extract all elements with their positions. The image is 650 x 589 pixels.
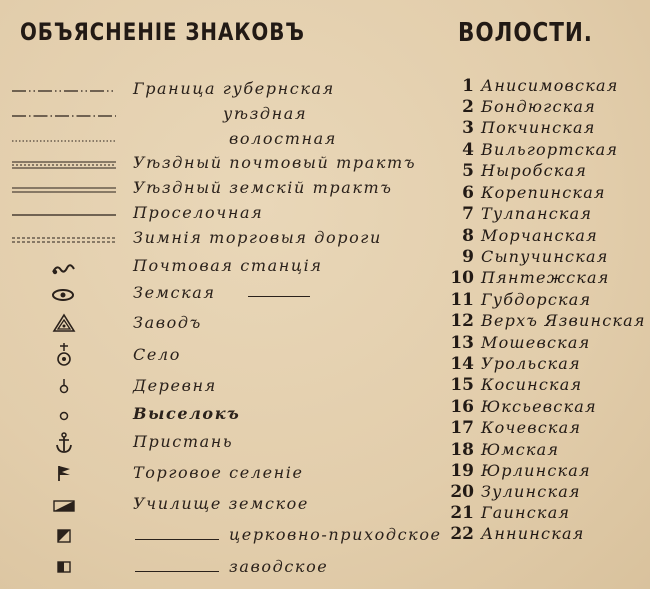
volost-name: Пянтежская	[481, 268, 610, 287]
volost-number: 6	[462, 183, 474, 203]
volost-row	[440, 354, 650, 375]
volost-row	[440, 183, 650, 204]
volost-row	[440, 461, 650, 482]
volost-name: Бондюгская	[481, 97, 596, 116]
volost-name: Корепинская	[481, 183, 606, 202]
line-dashed-double-icon	[8, 230, 120, 250]
line-single-icon	[8, 205, 120, 225]
volost-row	[440, 290, 650, 311]
legend-label-zemstvo-road: Уѣздный земскій трактъ	[133, 178, 393, 197]
volost-number: 12	[450, 311, 474, 331]
legend-label-settlement: Выселокъ	[133, 404, 241, 423]
parish-school-extension-line	[135, 539, 219, 540]
line-dash-dot-icon	[8, 106, 120, 126]
volost-number: 8	[462, 226, 474, 246]
volost-number: 20	[450, 482, 474, 502]
school-diagonal-icon	[8, 496, 120, 516]
volost-row	[440, 247, 650, 268]
volost-number: 4	[462, 140, 474, 160]
anchor-icon	[8, 433, 120, 453]
volost-number: 5	[462, 161, 474, 181]
legend-label-zemstvo-school: Училище земское	[133, 494, 309, 513]
volost-number: 1	[462, 76, 474, 96]
zemstvo-extension-line	[248, 296, 310, 297]
volost-row	[440, 76, 650, 97]
volost-name: Урольская	[481, 354, 581, 373]
legend-label-hamlet: Деревня	[133, 376, 217, 395]
line-double-icon	[8, 180, 120, 200]
volost-row	[440, 118, 650, 139]
volosti-title: ВОЛОСТИ.	[458, 18, 593, 48]
legend-label-factory-school: заводское	[229, 557, 329, 576]
volost-number: 18	[450, 440, 474, 460]
volost-row	[440, 503, 650, 524]
volost-number: 7	[462, 204, 474, 224]
volost-name: Зулинская	[481, 482, 581, 501]
volost-name: Юрлинская	[481, 461, 591, 480]
line-fine-dotted-icon	[8, 131, 120, 151]
volost-number: 10	[450, 268, 474, 288]
settlement-circle-icon	[8, 405, 120, 425]
volost-row	[440, 482, 650, 503]
volost-row	[440, 204, 650, 225]
volost-row	[440, 97, 650, 118]
volost-row	[440, 333, 650, 354]
volost-row	[440, 440, 650, 461]
legend-label-post-station: Почтовая станція	[133, 256, 323, 275]
volost-name: Покчинская	[481, 118, 596, 137]
volost-number: 9	[462, 247, 474, 267]
legend-label-gubernia-border: Граница губернская	[133, 79, 335, 98]
volost-name: Мошевская	[481, 333, 591, 352]
school-half-icon	[8, 526, 120, 546]
volost-number: 21	[450, 503, 474, 523]
legend-title: ОБЪЯСНЕНІЕ ЗНАКОВЪ	[20, 18, 305, 46]
volost-name: Верхъ Язвинская	[481, 311, 646, 330]
volost-row	[440, 140, 650, 161]
legend-label-postal-road: Уѣздный почтовый трактъ	[133, 153, 417, 172]
volost-name: Тулпанская	[481, 204, 593, 223]
volost-number: 22	[450, 524, 474, 544]
volost-name: Анисимовская	[481, 76, 619, 95]
village-church-icon	[8, 345, 120, 365]
volost-row	[440, 161, 650, 182]
volost-name: Кочевская	[481, 418, 582, 437]
factory-triangle-icon	[8, 313, 120, 333]
volost-row	[440, 311, 650, 332]
volost-row	[440, 375, 650, 396]
line-triple-icon	[8, 155, 120, 175]
volost-row	[440, 268, 650, 289]
volost-row	[440, 226, 650, 247]
volost-row	[440, 397, 650, 418]
volost-name: Морчанская	[481, 226, 598, 245]
legend-label-zemstvo-station: Земская	[133, 283, 216, 302]
volost-number: 19	[450, 461, 474, 481]
line-dash-dot-dot-icon	[8, 81, 120, 101]
legend-label-parish-school: церковно-приходское	[229, 525, 442, 544]
volost-name: Гаинская	[481, 503, 571, 522]
volost-number: 3	[462, 118, 474, 138]
volost-number: 15	[450, 375, 474, 395]
factory-school-extension-line	[135, 571, 219, 572]
school-quarter-icon	[8, 557, 120, 577]
legend-label-volost-border: волостная	[229, 129, 337, 148]
volost-number: 11	[450, 290, 474, 310]
volost-number: 17	[450, 418, 474, 438]
legend-label-pier: Пристань	[133, 432, 234, 451]
post-station-icon	[8, 258, 120, 278]
volost-name: Юмская	[481, 440, 560, 459]
zemstvo-station-icon	[8, 285, 120, 305]
legend-label-country-road: Проселочная	[133, 203, 264, 222]
flag-icon	[8, 463, 120, 483]
legend-label-uezd-border: уѣздная	[223, 104, 308, 123]
volost-row	[440, 524, 650, 545]
volost-number: 14	[450, 354, 474, 374]
legend-label-trade-village: Торговое селеніе	[133, 463, 304, 482]
hamlet-icon	[8, 376, 120, 396]
volost-name: Вильгортская	[481, 140, 619, 159]
volost-number: 16	[450, 397, 474, 417]
volost-name: Юксьевская	[481, 397, 597, 416]
volost-name: Ныробская	[481, 161, 588, 180]
volost-row	[440, 418, 650, 439]
volost-number: 13	[450, 333, 474, 353]
legend-label-factory: Заводъ	[133, 313, 202, 332]
legend-label-winter-road: Зимнія торговыя дороги	[133, 228, 382, 247]
volost-name: Сыпучинская	[481, 247, 609, 266]
volost-number: 2	[462, 97, 474, 117]
volost-name: Косинская	[481, 375, 583, 394]
legend-label-village: Село	[133, 345, 181, 364]
volost-name: Аннинская	[481, 524, 585, 543]
volost-name: Губдорская	[481, 290, 592, 309]
